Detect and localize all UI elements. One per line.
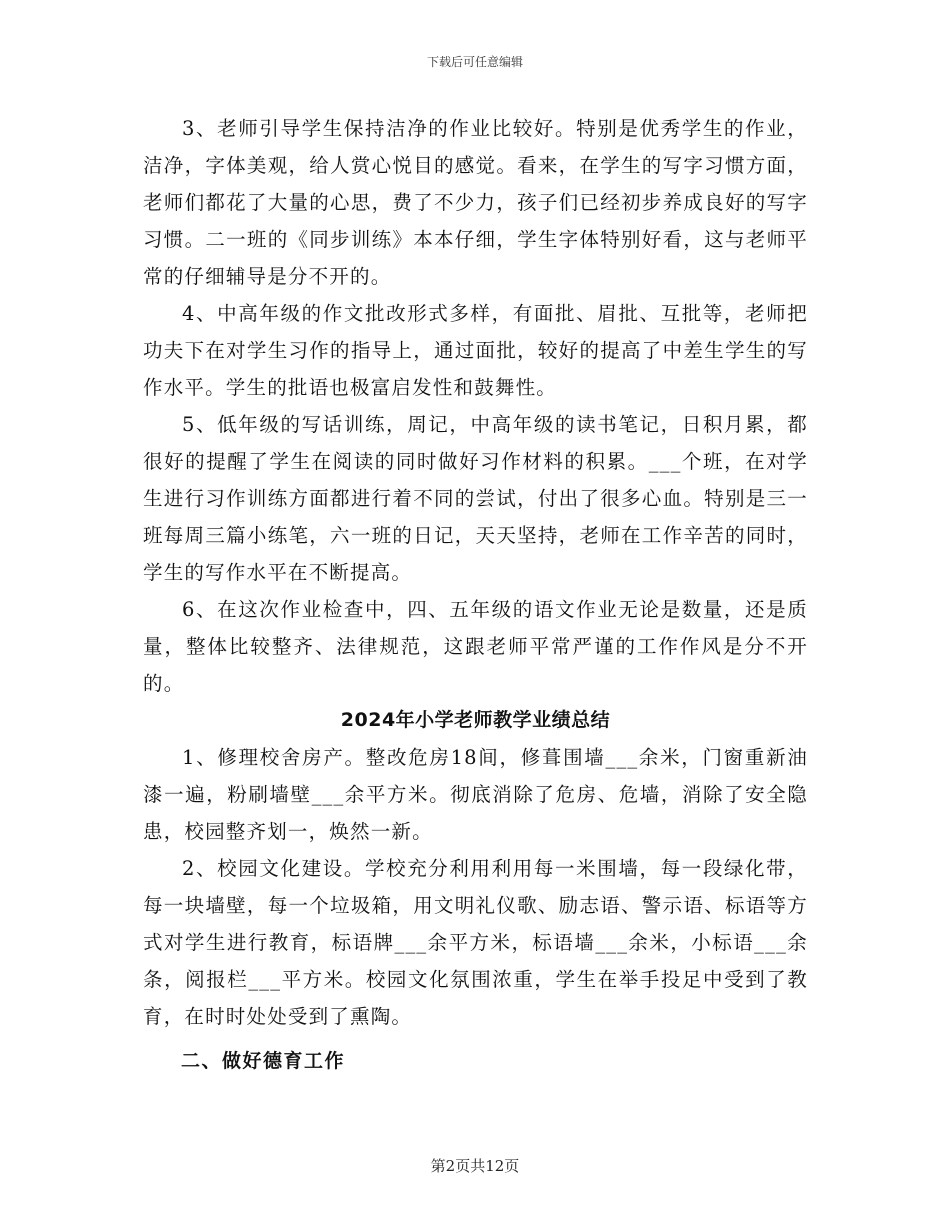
paragraph-item-4: 4、中高年级的作文批改形式多样，有面批、眉批、互批等，老师把功夫下在对学生习作的指导上，通过面批，较好的提高了中差生学生的写作水平。学生的批语也极富启发性和鼓舞性。 bbox=[143, 302, 808, 399]
paragraph-item-3: 3、老师引导学生保持洁净的作业比较好。特别是优秀学生的作业，洁净，字体美观，给人赏心悦目的感觉。看来，在学生的写字习惯方面，老师们都花了大量的心思，费了不少力，孩子们已经初步养成良好的写字习惯。二一班的《同步训练》本本仔细，学生字体特别好看，这与老师平常的仔细辅导是分不开的。 bbox=[143, 117, 808, 288]
document-body bbox=[143, 110, 808, 1080]
page-header: 下载后可任意编辑 bbox=[426, 55, 523, 69]
heading-moral-education: 二、做好德育工作 bbox=[181, 1050, 346, 1072]
paragraph-culture: 2、校园文化建设。学校充分利用利用每一米围墙，每一段绿化带，每一块墙壁，每一个垃圾箱，用文明礼仪歌、励志语、警示语、标语等方式对学生进行教育，标语牌___余平方米，标语墙___余米，小标语___余条，阅报栏___平方米。校园文化氛围浓重，学生在举手投足中受到了教育，在时时处处受到了熏陶。 bbox=[143, 857, 808, 1028]
page-footer: 第2页共12页 bbox=[430, 1157, 520, 1175]
paragraph-repair: 1、修理校舍房产。整改危房18间，修葺围墙___余米，门窗重新油漆一遍，粉刷墙壁___余平方米。彻底消除了危房、危墙，消除了安全隐患，校园整齐划一，焕然一新。 bbox=[143, 746, 808, 843]
paragraph-item-5: 5、低年级的写话训练，周记，中高年级的读书笔记，日积月累，都很好的提醒了学生在阅读的同时做好习作材料的积累。___个班，在对学生进行习作训练方面都进行着不同的尝试，付出了很多心血。特别是三一班每周三篇小练笔，六一班的日记，天天坚持，老师在工作辛苦的同时，学生的写作水平在不断提高。 bbox=[143, 413, 808, 584]
paragraph-item-6: 6、在这次作业检查中，四、五年级的语文作业无论是数量，还是质量，整体比较整齐、法律规范，这跟老师平常严谨的工作作风是分不开的。 bbox=[143, 598, 808, 695]
section-title: 2024年小学老师教学业绩总结 bbox=[340, 709, 611, 731]
